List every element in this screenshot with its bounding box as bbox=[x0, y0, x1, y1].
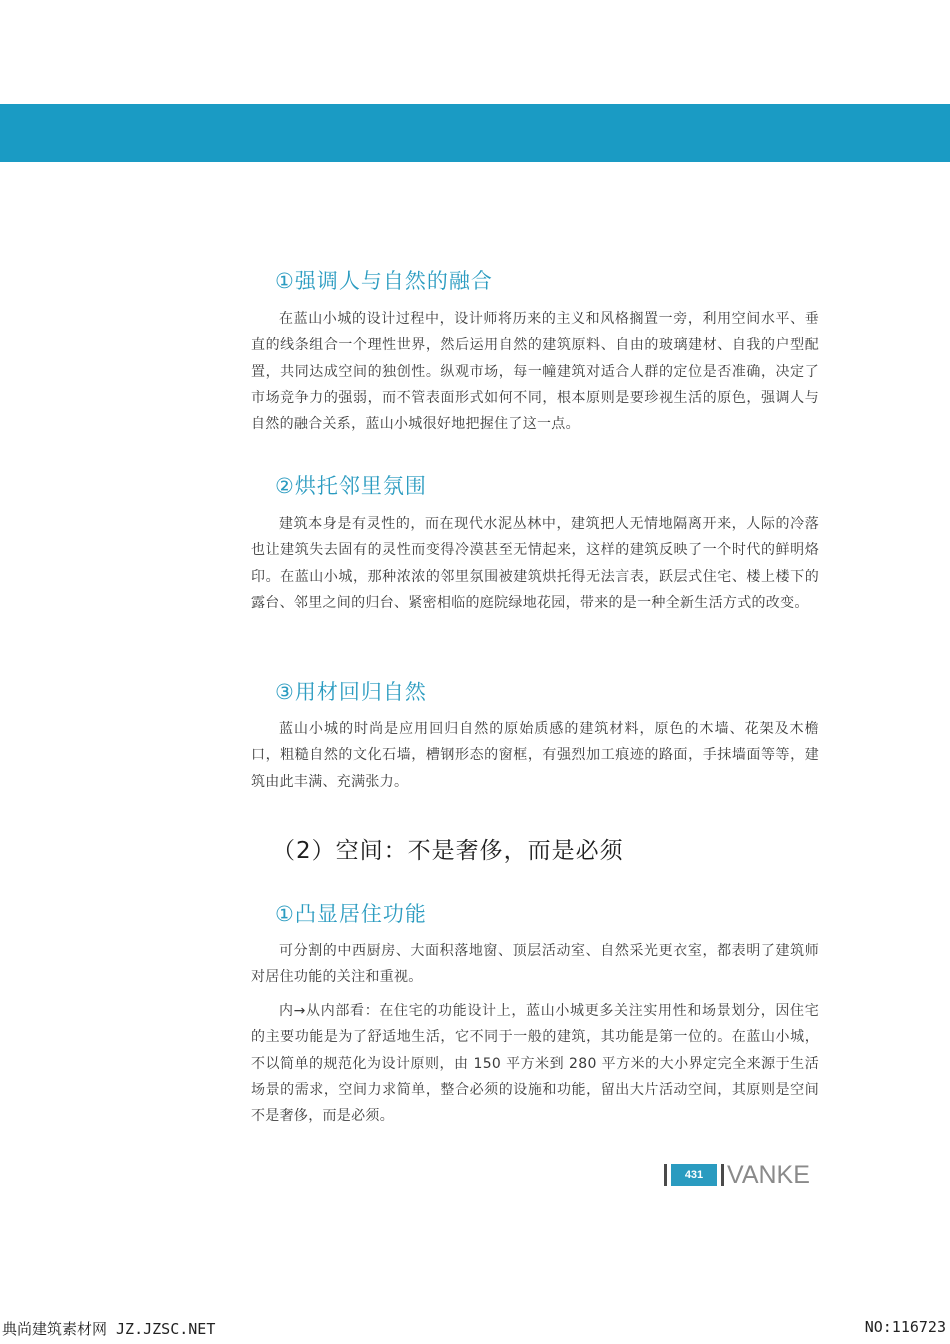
footer-divider bbox=[664, 1164, 667, 1186]
section-1-paragraph: 在蓝山小城的设计过程中，设计师将历来的主义和风格搁置一旁，利用空间水平、垂直的线条组合一个理性世界，然后运用自然的建筑原料、自由的玻璃建材、自我的户型配置，共同达成空间的独创性。纵观市场，每一幢建筑对适合人群的定位是否准确，决定了市场竞争力的强弱，而不管表面形式如何不同，根本原则是要珍视生活的原色，强调人与自然的融合关系，蓝山小城很好地把握住了这一点。 bbox=[251, 311, 819, 433]
section-4-paragraph-1: 可分割的中西厨房、大面积落地窗、顶层活动室、自然采光更衣室，都表明了建筑师对居住功能的关注和重视。 bbox=[251, 943, 819, 986]
section-4-paragraph-2: 内→从内部看：在住宅的功能设计上，蓝山小城更多关注实用性和场景划分，因住宅的主要功能是为了舒适地生活，它不同于一般的建筑，其功能是第一位的。在蓝山小城，不以简单的规范化为设计原则，由 150 平方米到 280 平方米的大小界定完全来源于生活场景的需求，空间力求简单，整合必须的设施和功能，留出大片活动空间，其原则是空间不是奢侈，而是必须。 bbox=[251, 1003, 819, 1125]
section-3-paragraph: 蓝山小城的时尚是应用回归自然的原始质感的建筑材料，原色的木墙、花架及木檐口，粗糙自然的文化石墙，槽钢形态的窗框，有强烈加工痕迹的路面，手抹墙面等等，建筑由此丰满、充满张力。 bbox=[251, 721, 819, 790]
section-2-paragraph: 建筑本身是有灵性的，而在现代水泥丛林中，建筑把人无情地隔离开来，人际的冷落也让建筑失去固有的灵性而变得冷漠甚至无情起来，这样的建筑反映了一个时代的鲜明烙印。在蓝山小城，那种浓浓的邻里氛围被建筑烘托得无法言表，跃层式住宅、楼上楼下的露台、邻里之间的归台、紧密相临的庭院绿地花园，带来的是一种全新生活方式的改变。 bbox=[251, 516, 819, 611]
section-heading-2: ②烘托邻里氛围 bbox=[275, 474, 427, 498]
footer-divider-2 bbox=[721, 1164, 724, 1186]
chapter-heading: （2）空间：不是奢侈，而是必须 bbox=[272, 838, 624, 864]
watermark-site: 典尚建筑素材网 JZ.JZSC.NET bbox=[2, 1320, 216, 1338]
brand-logo: VANKE bbox=[727, 1161, 810, 1189]
section-heading-1: ①强调人与自然的融合 bbox=[275, 269, 493, 293]
header-band bbox=[0, 104, 950, 162]
section-heading-4: ①凸显居住功能 bbox=[275, 902, 427, 926]
page-number-badge: 431 bbox=[671, 1164, 717, 1186]
footer-brand bbox=[664, 1162, 810, 1188]
section-heading-3: ③用材回归自然 bbox=[275, 680, 427, 704]
watermark-number: NO:116723 bbox=[864, 1318, 946, 1336]
